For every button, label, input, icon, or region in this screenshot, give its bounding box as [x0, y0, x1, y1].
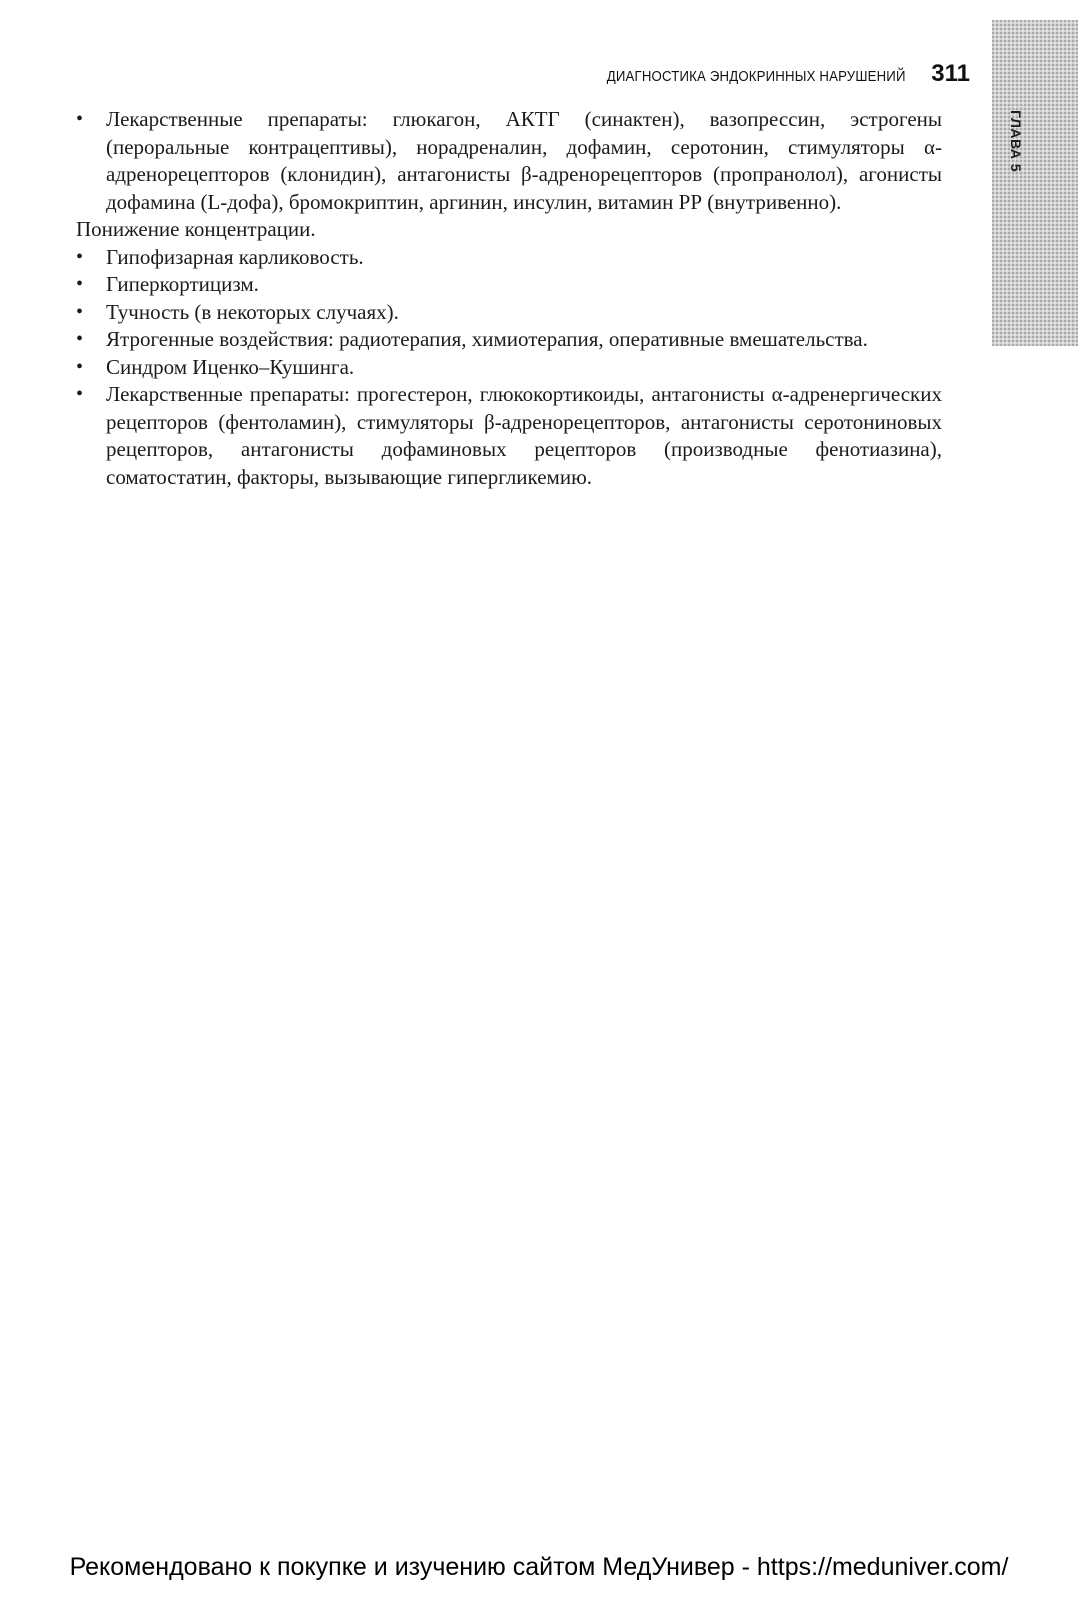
list-item: [76, 271, 942, 299]
bullet-list-top: [76, 106, 942, 216]
list-item-text: Лекарственные препараты: прогестерон, глюкокортикоиды, антагонисты α-адренергических рецепторов (фентоламин), стимуляторы β-адренорецепторов, антагонисты серотониновых рецепторов, антагонисты дофаминовых рецепторов (производные фенотиазина), соматостатин, факторы, вызывающие гипергликемию.: [106, 382, 942, 489]
list-item-text: Тучность (в некоторых случаях).: [106, 299, 399, 324]
list-item: [76, 381, 942, 491]
list-item-text: Синдром Иценко–Кушинга.: [106, 354, 355, 379]
list-item-text: Гипофизарная карликовость.: [106, 244, 364, 269]
bullet-icon: •: [76, 355, 84, 378]
running-header-title: ДИАГНОСТИКА ЭНДОКРИННЫХ НАРУШЕНИЙ: [606, 68, 906, 85]
footer-recommendation-link[interactable]: Рекомендовано к покупке и изучению сайтом МедУнивер - https://meduniver.com/: [69, 1553, 1009, 1581]
list-item-text: Ятрогенные воздействия: радиотерапия, химиотерапия, оперативные вмешательства.: [106, 327, 868, 351]
page-body: [76, 106, 942, 491]
bullet-icon: •: [76, 300, 84, 323]
list-item: [76, 244, 942, 272]
list-item: [76, 106, 942, 216]
list-item: [76, 326, 942, 354]
list-item-text: Лекарственные препараты: глюкагон, АКТГ (синактен), вазопрессин, эстрогены (пероральные контрацептивы), норадреналин, дофамин, серотонин, стимуляторы α-адренорецепторов (клонидин), антагонисты β-адренорецепторов (пропранолол), агонисты дофамина (L-дофа), бромокриптин, аргинин, инсулин, витамин РР (внутривенно).: [106, 107, 942, 214]
section-heading: Понижение концентрации.: [76, 217, 316, 241]
running-header: [470, 60, 970, 96]
bullet-list-decrease: [76, 244, 942, 492]
list-item: [76, 354, 942, 382]
bullet-icon: •: [76, 328, 84, 350]
bullet-icon: •: [76, 273, 84, 295]
bullet-icon: •: [76, 383, 84, 405]
chapter-tab-label: ГЛАВА 5: [1008, 110, 1024, 173]
list-item-text: Гиперкортицизм.: [106, 272, 259, 296]
bullet-icon: •: [76, 245, 84, 268]
list-item: [76, 299, 942, 327]
page-number: 311: [931, 60, 970, 87]
bullet-icon: •: [76, 108, 84, 130]
